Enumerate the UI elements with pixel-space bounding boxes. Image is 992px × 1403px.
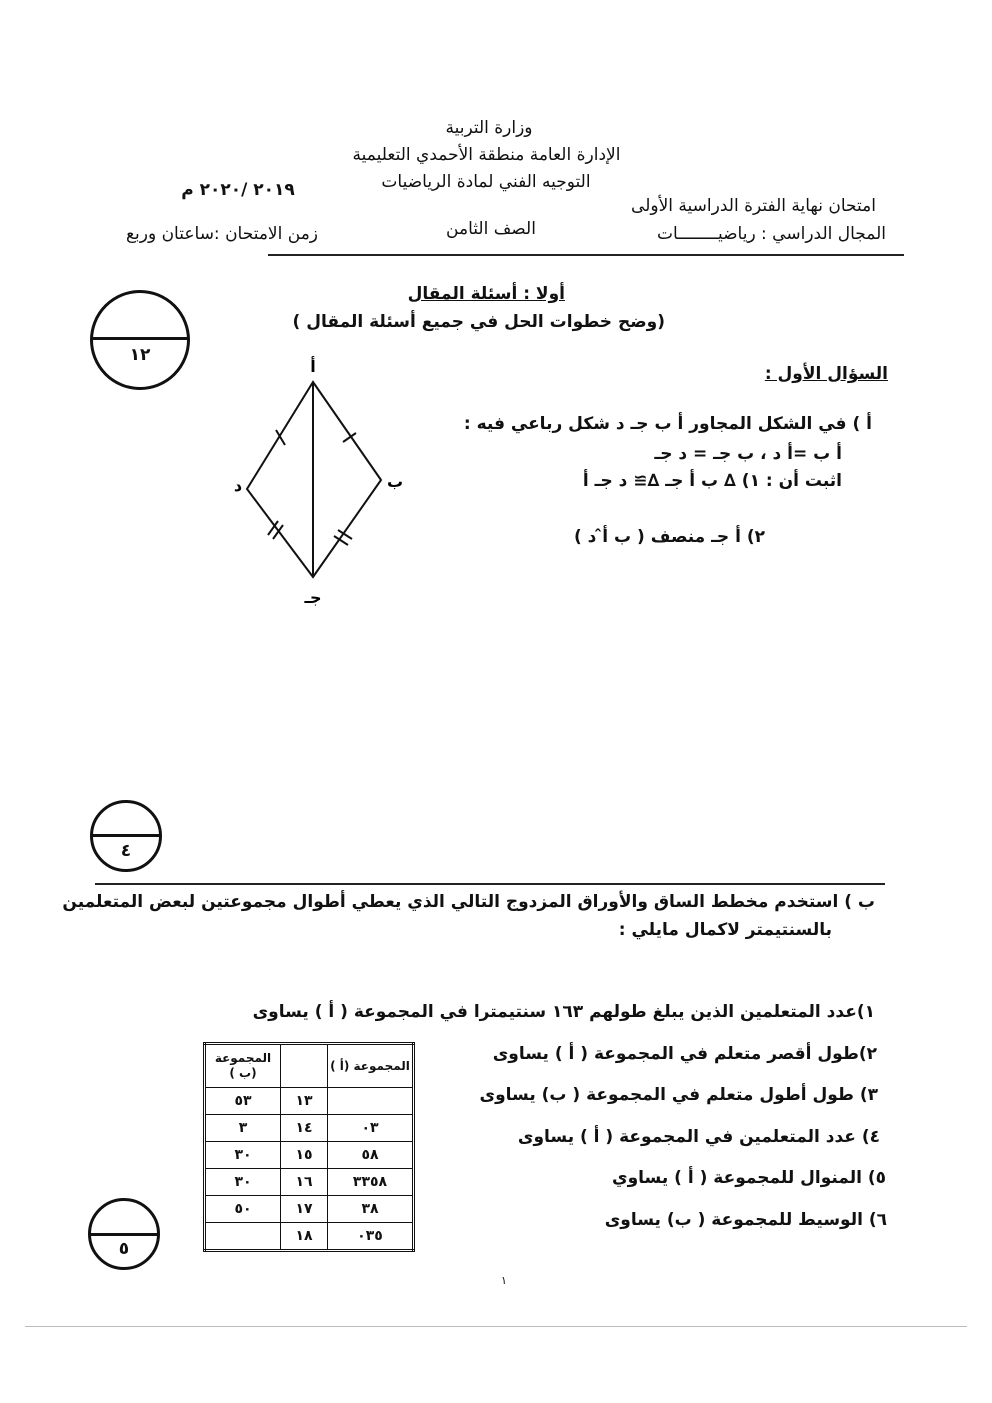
- stem: ١٦: [281, 1169, 328, 1196]
- header-stem: [281, 1044, 328, 1088]
- leaf-b: ٣٠: [205, 1169, 281, 1196]
- page-number: ١: [501, 1274, 507, 1287]
- directorate-name: الإدارة العامة منطقة الأحمدي التعليمية: [352, 145, 621, 165]
- leaf-b: ٥٣: [205, 1088, 281, 1115]
- part-a-line-3: اثبت أن : ١) ∆ ب أ جـ ∆≅ د جـ أ: [582, 471, 842, 491]
- header-group-a: المجموعة (أ ): [328, 1044, 414, 1088]
- part-b-line-2: بالسنتيمتر لاكمال مايلي :: [618, 920, 832, 940]
- part-b-line-1: ب ) استخدم مخطط الساق والأوراق المزدوج التالي الذي يعطي أطوال مجموعتين لبعض المتعلمين: [62, 892, 875, 912]
- stem: ١٨: [281, 1223, 328, 1251]
- score-circle-part-b: [88, 1198, 160, 1270]
- table-row: [205, 1142, 414, 1169]
- tick-ad: [276, 430, 285, 445]
- stem: ١٧: [281, 1196, 328, 1223]
- part-a-line-4: ٢) أ جـ منصف ( ب أ̂ د ): [573, 527, 765, 547]
- stem: ١٤: [281, 1115, 328, 1142]
- table-row: [205, 1115, 414, 1142]
- header-group-b: المجموعة (ب ): [205, 1044, 281, 1088]
- part-a-line-1: أ ) في الشكل المجاور أ ب جـ د شكل رباعي فيه :: [463, 414, 872, 434]
- leaf-b: ٥٠: [205, 1196, 281, 1223]
- vertex-label-c: جـ: [304, 588, 322, 607]
- question-1-title: السؤال الأول :: [764, 364, 888, 384]
- table-row: [205, 1088, 414, 1115]
- leaf-b: ٣٠: [205, 1142, 281, 1169]
- part-b-item-5: ٥) المنوال للمجموعة ( أ ) يساوي: [612, 1168, 886, 1188]
- leaf-b: ٣: [205, 1115, 281, 1142]
- leaf-a: ٠٣: [328, 1115, 414, 1142]
- part-b-item-1: ١)عدد المتعلمين الذين يبلغ طولهم ١٦٣ سنتيمترا في المجموعة ( أ ) يساوى: [252, 1002, 875, 1022]
- score-circle-section: [90, 290, 190, 390]
- section-instruction: (وضح خطوات الحل في جميع أسئلة المقال ): [292, 312, 665, 332]
- leaf-a: ٠٣٥: [328, 1223, 414, 1251]
- vertex-label-b: ب: [386, 472, 404, 491]
- subject-field: المجال الدراسي : رياضيــــــــات: [656, 224, 886, 244]
- part-b-item-3: ٣) طول أطول متعلم في المجموعة ( ب) يساوى: [479, 1085, 878, 1105]
- ministry-name: وزارة التربية: [445, 118, 533, 138]
- stem: ١٥: [281, 1142, 328, 1169]
- kite-figure: [225, 355, 415, 615]
- leaf-a: ٣٨: [328, 1196, 414, 1223]
- score-section-total: ١٢: [129, 345, 151, 365]
- vertex-label-d: د: [233, 476, 243, 495]
- header-divider: [268, 254, 904, 256]
- section-title: أولا : أسئلة المقال: [407, 284, 565, 304]
- academic-year: ٢٠١٩ /٢٠٢٠ م: [181, 180, 295, 200]
- exam-title: امتحان نهاية الفترة الدراسية الأولى: [631, 196, 876, 216]
- exam-duration: زمن الامتحان :ساعتان وربع: [125, 224, 319, 244]
- table-row: [205, 1169, 414, 1196]
- vertex-label-a: أ: [310, 357, 316, 376]
- leaf-a: ٥٨: [328, 1142, 414, 1169]
- page-bottom-rule: [25, 1326, 967, 1327]
- part-b-divider: [95, 883, 885, 885]
- part-b-item-6: ٦) الوسيط للمجموعة ( ب) يساوى: [604, 1210, 887, 1230]
- supervision-name: التوجيه الفني لمادة الرياضيات: [381, 172, 591, 192]
- kite-shape: [247, 382, 381, 577]
- table-row: [205, 1223, 414, 1251]
- part-b-item-4: ٤) عدد المتعلمين في المجموعة ( أ ) يساوى: [517, 1127, 880, 1147]
- score-circle-part-a: [90, 800, 162, 872]
- part-a-line-2: أ ب =أ د ، ب جـ = د جـ: [654, 444, 842, 464]
- leaf-b: [205, 1223, 281, 1251]
- leaf-a: [328, 1088, 414, 1115]
- score-part-b: ٥: [118, 1239, 130, 1259]
- stem: ١٣: [281, 1088, 328, 1115]
- part-b-item-2: ٢)طول أقصر متعلم في المجموعة ( أ ) يساوى: [492, 1044, 877, 1064]
- stem-leaf-table: [203, 1042, 415, 1252]
- stem-leaf-header-row: [205, 1044, 414, 1088]
- grade-label: الصف الثامن: [446, 219, 536, 239]
- table-row: [205, 1196, 414, 1223]
- score-part-a: ٤: [120, 841, 132, 861]
- leaf-a: ٣٣٥٨: [328, 1169, 414, 1196]
